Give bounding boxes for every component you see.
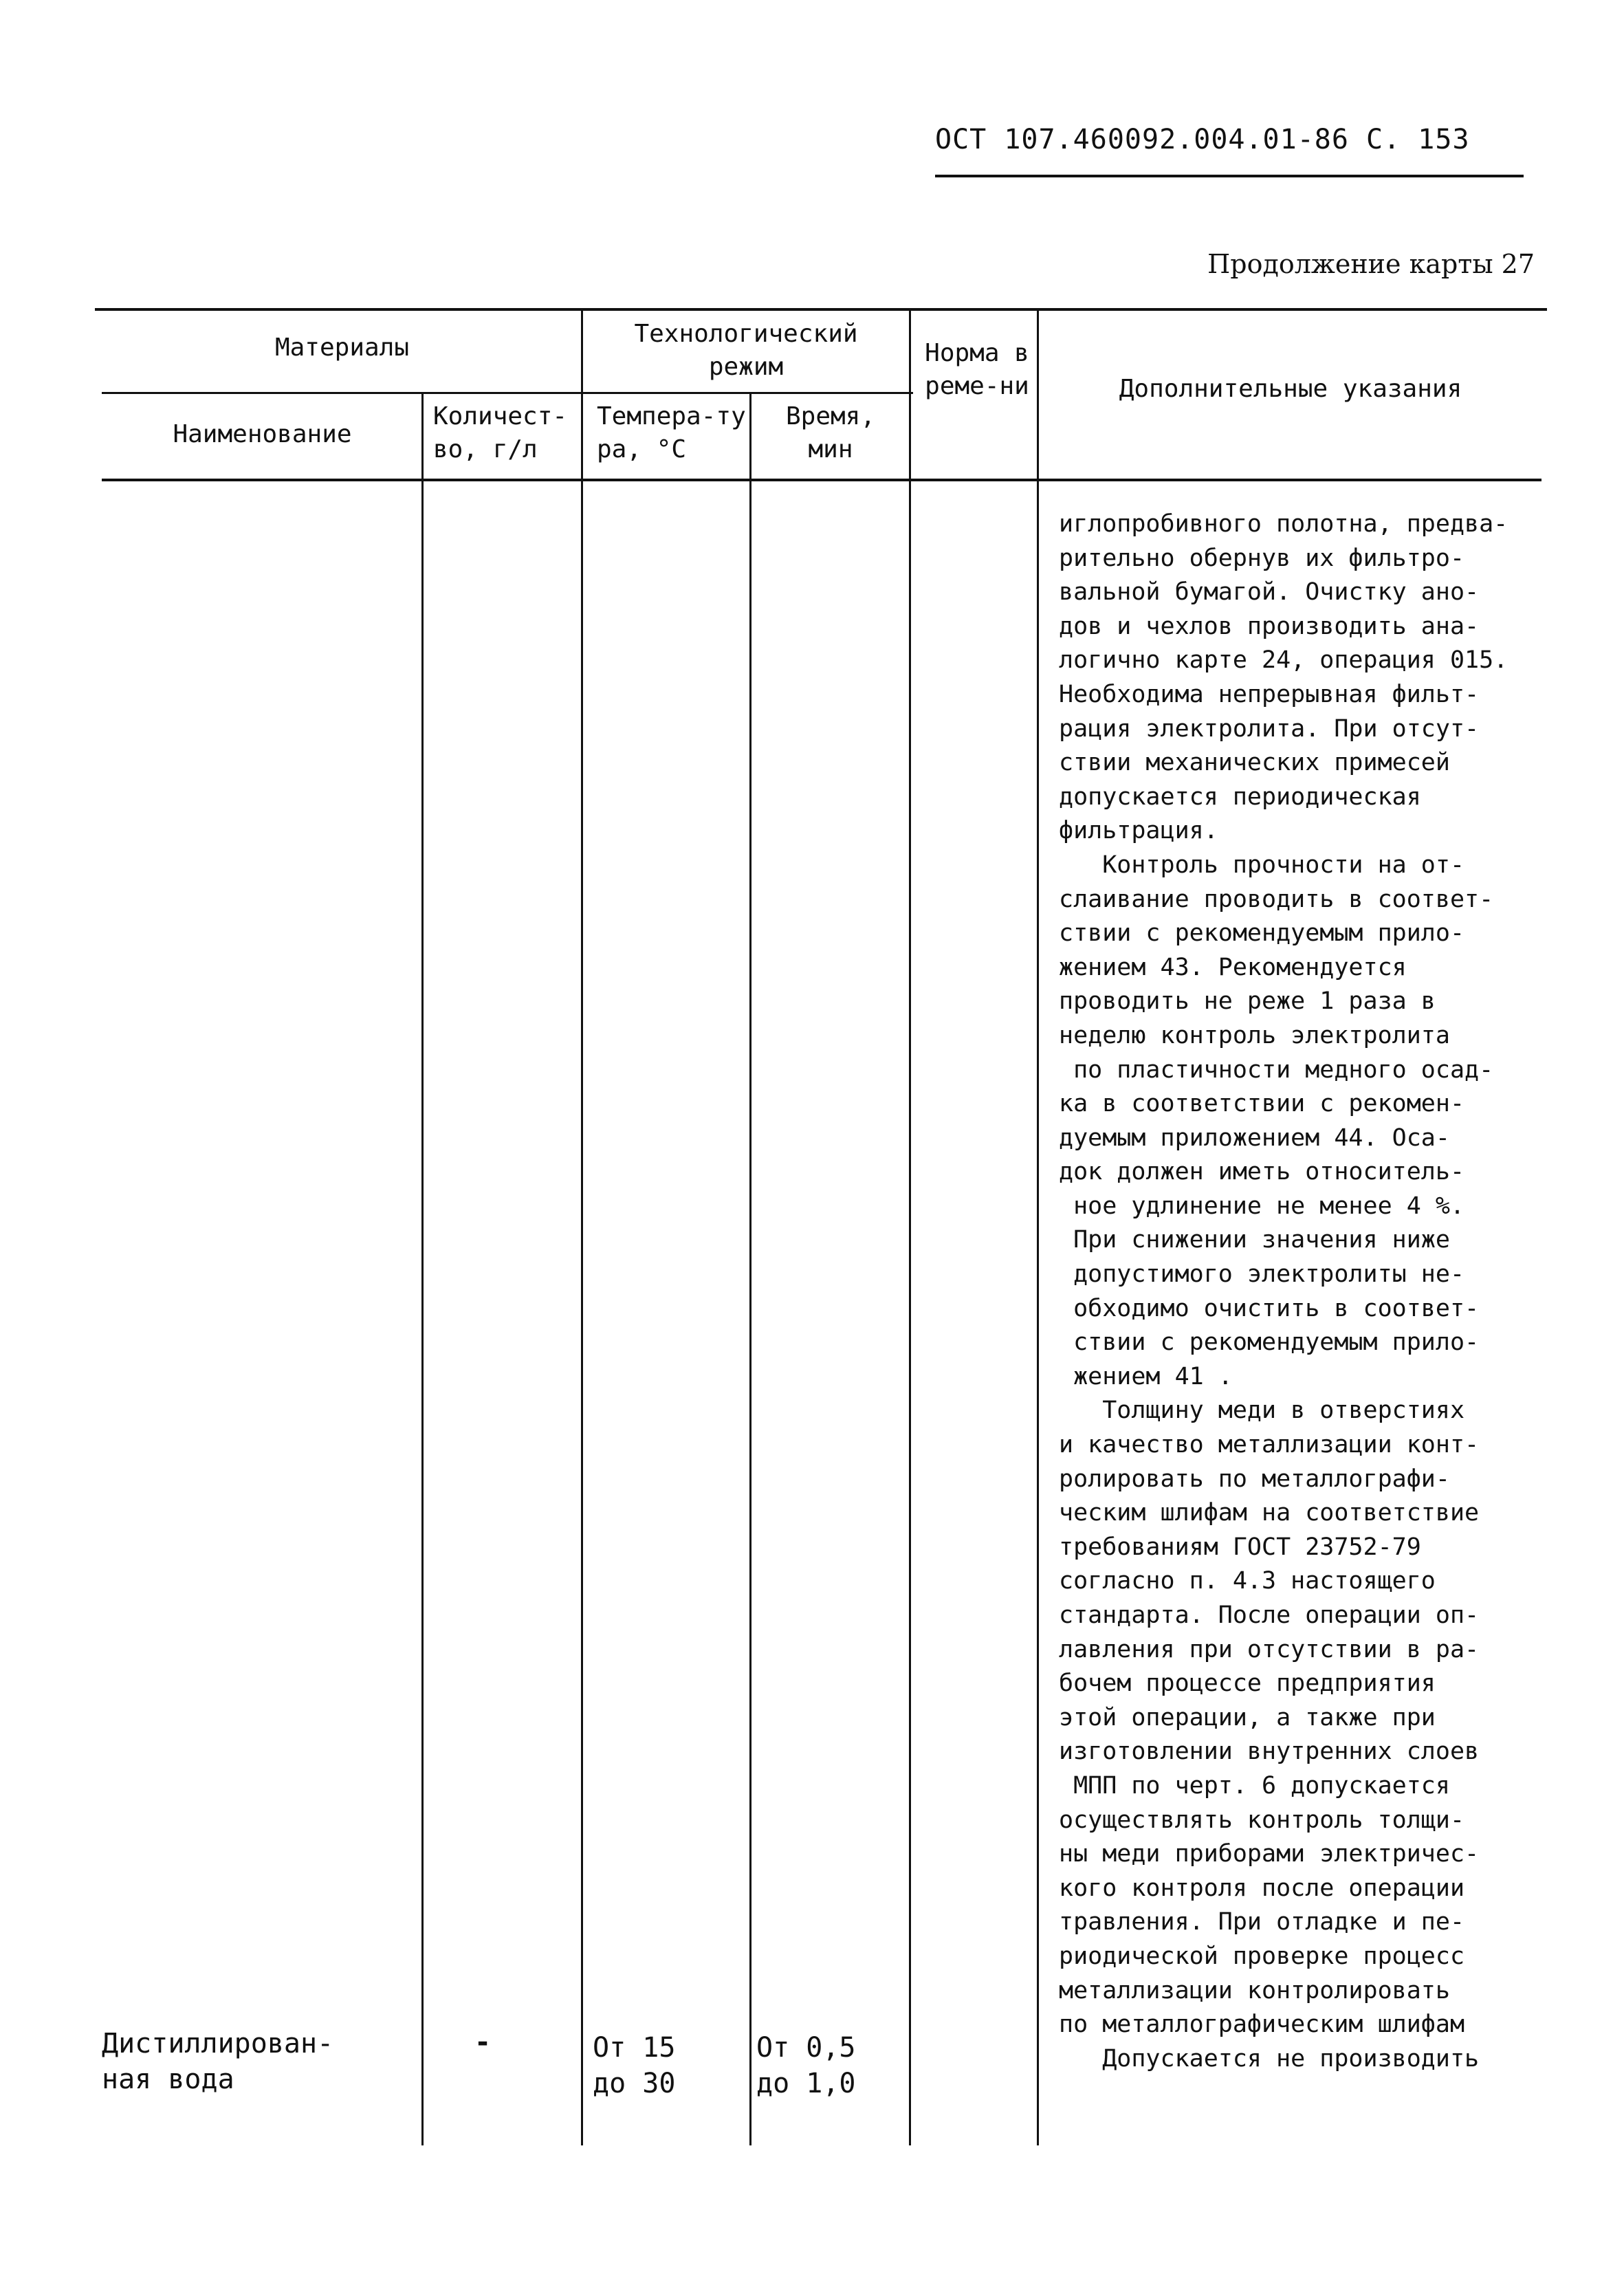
note-line: жением 41 .	[1059, 1362, 1233, 1390]
note-line: травления. При отладке и пе-	[1059, 1908, 1465, 1936]
time-line: От 0,5	[756, 2032, 856, 2064]
material-temperature	[593, 2030, 675, 2101]
note-line: вальной бумагой. Очистку ано-	[1059, 578, 1480, 606]
note-line: металлизации контролировать	[1059, 1976, 1450, 2004]
note-line: риодической проверке процесс	[1059, 1942, 1465, 1970]
note-line: по металлографическим шлифам	[1059, 2011, 1465, 2039]
note-line: Необходима непрерывная фильт-	[1059, 680, 1480, 708]
note-line: рация электролита. При отсут-	[1059, 714, 1480, 743]
note-line: ствии с рекомендуемым прило-	[1059, 919, 1465, 948]
note-line: дуемым приложением 44. Оса-	[1059, 1124, 1450, 1152]
note-line: иглопробивного полотна, предва-	[1059, 510, 1508, 538]
material-name-line: ная вода	[102, 2064, 234, 2095]
note-line: стандарта. После операции оп-	[1059, 1601, 1480, 1629]
subheader-rule	[102, 392, 913, 394]
header-temperature: Темпера-тура, °С	[597, 402, 746, 463]
note-line: Толщину меди в отверстиях	[1059, 1397, 1465, 1425]
note-line: осуществлять контроль толщи-	[1059, 1806, 1465, 1834]
note-line: кого контроля после операции	[1059, 1874, 1465, 1902]
divider-after-temperature	[749, 393, 751, 2145]
divider-after-name	[421, 393, 424, 2145]
note-line: ролировать по металлографи-	[1059, 1465, 1450, 1493]
header-tech-mode: Технологический режим	[634, 320, 858, 381]
temperature-line: до 30	[593, 2068, 676, 2099]
note-line: по пластичности медного осад-	[1059, 1056, 1494, 1084]
note-line: Допускается не производить	[1059, 2044, 1480, 2073]
note-line: дов и чехлов производить ана-	[1059, 612, 1480, 640]
note-line: обходимо очистить в соответ-	[1059, 1294, 1480, 1322]
note-line: требованиям ГОСТ 23752-79	[1059, 1533, 1421, 1561]
divider-after-time	[909, 309, 911, 2145]
note-line: допускается периодическая	[1059, 783, 1421, 811]
note-line: рительно обернув их фильтро-	[1059, 544, 1465, 572]
note-line: проводить не реже 1 раза в	[1059, 987, 1436, 1016]
notes-column	[1059, 507, 1540, 2076]
continuation-label: Продолжение карты 27	[1207, 249, 1535, 279]
divider-after-materials	[581, 309, 583, 2145]
note-line: ствии механических примесей	[1059, 749, 1450, 777]
header-time: Время, мин	[785, 402, 876, 463]
material-time	[756, 2030, 856, 2101]
note-line: лавления при отсутствии в ра-	[1059, 1635, 1480, 1663]
header-name: Наименование	[173, 420, 352, 448]
note-line: Контроль прочности на от-	[1059, 851, 1465, 879]
note-line: логично карте 24, операция 015.	[1059, 646, 1508, 675]
note-line: этой операции, а также при	[1059, 1703, 1436, 1731]
temperature-line: От 15	[593, 2032, 676, 2064]
material-quantity: -	[474, 2026, 492, 2058]
document-code: ОСТ 107.460092.004.01-86 С. 153	[935, 124, 1470, 155]
note-line: допустимого электролиты не-	[1059, 1260, 1465, 1289]
note-line: ческим шлифам на соответствие	[1059, 1499, 1480, 1527]
header-quantity: Количест-во, г/л	[433, 402, 568, 463]
note-line: ное удлинение не менее 4 %.	[1059, 1192, 1465, 1220]
note-line: и качество металлизации конт-	[1059, 1431, 1480, 1459]
note-line: фильтрация.	[1059, 817, 1218, 845]
note-line: жением 43. Рекомендуется	[1059, 953, 1407, 981]
note-line: При снижении значения ниже	[1059, 1226, 1450, 1254]
note-line: МПП по черт. 6 допускается	[1059, 1771, 1450, 1800]
note-line: док должен иметь относитель-	[1059, 1158, 1465, 1186]
header-materials: Материалы	[274, 334, 410, 362]
note-line: ка в соответствии с рекомен-	[1059, 1090, 1465, 1118]
note-line: ны меди приборами электричес-	[1059, 1840, 1480, 1868]
note-line: неделю контроль электролита	[1059, 1021, 1450, 1049]
note-line: бочем процессе предприятия	[1059, 1670, 1436, 1698]
note-line: изготовлении внутренних слоев	[1059, 1738, 1480, 1766]
material-name-line: Дистиллирован-	[102, 2028, 334, 2059]
note-line: слаивание проводить в соответ-	[1059, 885, 1494, 913]
divider-after-norm	[1037, 309, 1039, 2145]
header-bottom-rule	[102, 479, 1541, 481]
material-name	[102, 2026, 333, 2097]
note-line: ствии с рекомендуемым прило-	[1059, 1329, 1480, 1357]
time-line: до 1,0	[756, 2068, 856, 2099]
header-rule	[935, 175, 1524, 177]
note-line: согласно п. 4.3 настоящего	[1059, 1567, 1436, 1595]
table-top-rule	[95, 308, 1547, 311]
header-extra: Дополнительные указания	[1119, 375, 1462, 403]
header-time-norm: Норма време-ни	[925, 339, 1029, 400]
